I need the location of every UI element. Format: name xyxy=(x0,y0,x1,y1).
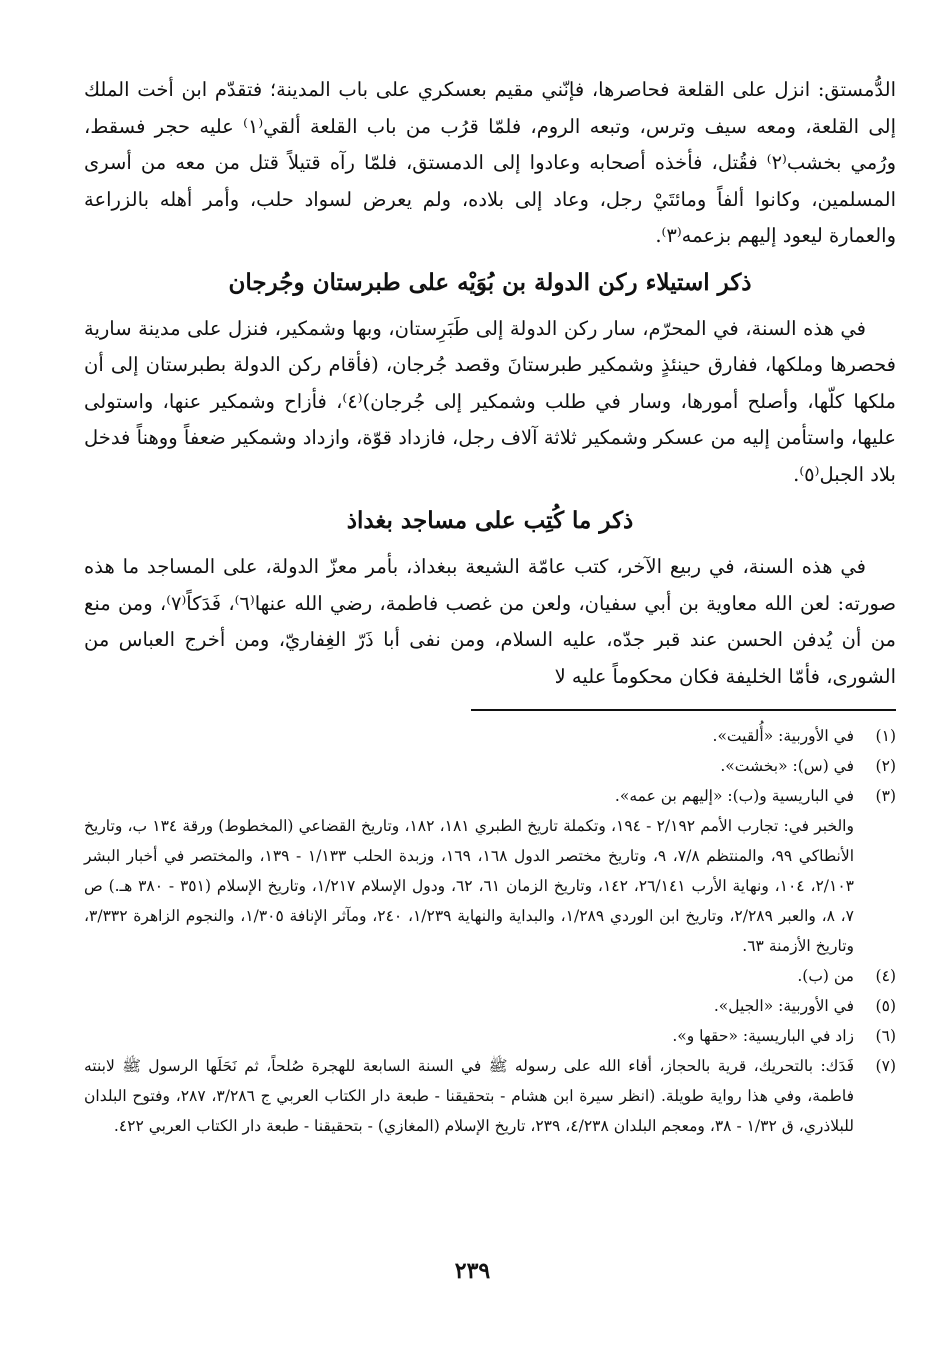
footnote-text: من (ب). xyxy=(797,967,854,985)
footnote-separator xyxy=(471,709,896,711)
footnote xyxy=(84,991,896,1021)
footnote-number xyxy=(854,811,896,961)
footnote-text: في الأوربية: «أُلقيت». xyxy=(712,727,854,745)
footnote-number: (٧) xyxy=(875,1057,896,1075)
footnote xyxy=(84,811,896,961)
footnote-number: (٢) xyxy=(875,757,896,775)
section-heading: ذكر ما كُتِب على مساجد بغداذ xyxy=(346,507,634,534)
footnote xyxy=(84,961,896,991)
footnote-text: فَدَك: بالتحريك، قرية بالحجاز، أفاء الله على رسوله ﷺ في السنة السابعة للهجرة صُلحاً، ثم نَحَلَها الرسول ﷺ لابنته فاطمة، وفي هذا رواية طويلة. (انظر سيرة ابن هشام - بتحقيقنا - طبعة دار الكتاب العربي ج ٣/٢٨٦، ٢٨٧، وفتوح البلدان للبلاذري، ق ١/٣٢ - ٣٨، ومعجم البلدان ٤/٢٣٨، ٢٣٩، تاريخ الإسلام (المغازي) - بتحقيقنا - طبعة دار الكتاب العربي ٤٢٢. xyxy=(84,1057,854,1135)
paragraph: في هذه السنة، في المحرّم، سار ركن الدولة إلى طَبَرِستان، وبها وشمكير، فنزل على مدينة سارية فحصرها وملكها، ففارق حينئذٍ وشمكير طبرستانَ وقصد جُرجان، (فأقام ركن الدولة بطبرستان إلى أن ملكها كلّها، وأصلح أمورها، وسار في طلب وشمكير إلى جُرجان)⁽٤⁾، فأزاح وشمكير عنها، واستولى عليها، واستأمن إليه من عسكر وشمكير ثلاثة آلاف رجل، فازداد قوّة، وازداد وشمكير ضعفاً ووهناً فدخل بلاد الجبل⁽٥⁾. xyxy=(84,316,897,486)
paragraph: في هذه السنة، في ربيع الآخر، كتب عامّة الشيعة ببغداذ، بأمر معزّ الدولة، على المساجد ما هذه صورته: لعن الله معاوية بن أبي سفيان، ولعن من غصب فاطمة، رضي الله عنها⁽٦⁾، فَدَكاً⁽٧⁾، ومن منع من أن يُدفن الحسن عند قبر جدّه، عليه السلام، ومن نفى أبا ذَرّ الغِفاريّ، ومن أخرج العباس من الشورى، فأمّا الخليفة فكان محكوماً عليه لا xyxy=(84,555,896,688)
footnote-text: في الباريسية و(ب): «إليهم بن عمه». xyxy=(614,787,854,805)
footnotes xyxy=(84,721,896,1141)
main-text xyxy=(84,72,896,695)
section-heading: ذكر استيلاء ركن الدولة بن بُوَيْه على طبرستان وجُرجان xyxy=(228,268,752,296)
footnote xyxy=(84,1051,896,1141)
footnote-number: (٤) xyxy=(875,967,896,985)
footnote-text: والخبر في: تجارب الأمم ٢/١٩٢ - ١٩٤، وتكملة تاريخ الطبري ١٨١، ١٨٢، وتاريخ القضاعي (المخطوط) ورقة ١٣٤ ب، وتاريخ الأنطاكي ٩٩، والمنتظم ٧/٨، ٩، وتاريخ مختصر الدول ١٦٨، ١٦٩، وزبدة الحلب ١/١٣٣ - ١٣٩، والمختصر في أخبار البشر ٢/١٠٣، ١٠٤، ونهاية الأرب ٢٦/١٤١، ١٤٢، وتاريخ الزمان ٦١، ٦٢، ودول الإسلام ١/٢١٧، وتاريخ الإسلام (٣٥١ - ٣٨٠ هـ.) ص ٧، ٨، والعبر ٢/٢٨٩، وتاريخ ابن الوردي ١/٢٨٩، والبداية والنهاية ١/٢٣٩، ٢٤٠، ومآثر الإنافة ١/٣٠٥، والنجوم الزاهرة ٣/٣٣٢، وتاريخ الأزمنة ٦٣. xyxy=(84,817,855,955)
paragraph: الدُّمستق: انزل على القلعة فحاصرها، فإنّني مقيم بعسكري على باب المدينة؛ فتقدّم ابن أخت الملك إلى القلعة، ومعه سيف وترس، وتبعه الروم، فلمّا قرُب من باب القلعة ألقي⁽١⁾ عليه حجر فسقط، ورُمي بخشب⁽٢⁾ فقُتل، فأخذه أصحابه وعادوا إلى الدمستق، فلمّا رآه قتيلاً قتل من معه من أسرى المسلمين، وكانوا ألفاً ومائتَيْ رجل، وعاد إلى بلاده، ولم يعرض لسواد حلب، وأمر أهله بالزراعة والعمارة ليعود إليهم بزعمه⁽٣⁾. xyxy=(84,78,897,247)
footnote-number: (١) xyxy=(875,727,896,745)
footnote-text: في الأوربية: «الجيل». xyxy=(713,997,854,1015)
footnote xyxy=(84,1021,896,1051)
footnote-number: (٥) xyxy=(875,997,896,1015)
footnote xyxy=(84,751,896,781)
book-page xyxy=(84,72,896,1332)
page-number: ٢٣٩ xyxy=(454,1258,491,1284)
footnote xyxy=(84,781,896,811)
footnote-text: زاد في الباريسية: «حقها و». xyxy=(672,1027,854,1045)
footnote xyxy=(84,721,896,751)
footnote-number: (٦) xyxy=(875,1027,896,1045)
footnote-text: في (س): «بخشت». xyxy=(720,757,854,775)
footnote-number: (٣) xyxy=(875,787,896,805)
